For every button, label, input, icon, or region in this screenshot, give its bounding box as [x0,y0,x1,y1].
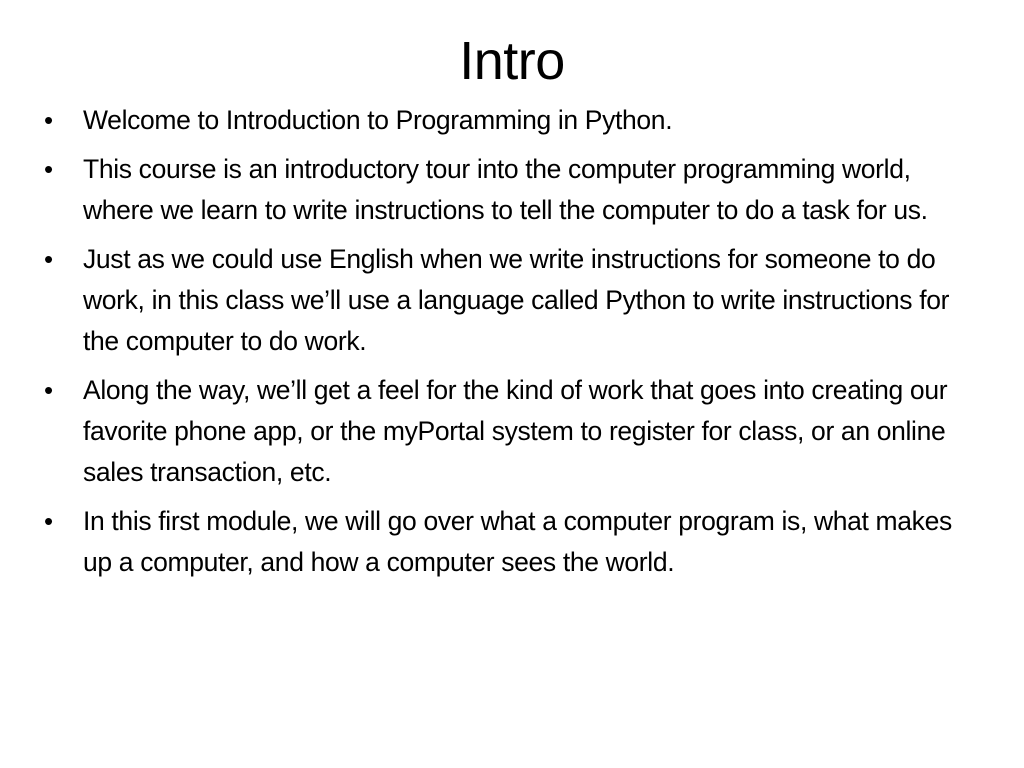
bullet-icon: • [44,375,53,405]
bullet-item-2 [44,149,974,231]
bullet-icon: • [44,506,53,536]
slide-title: Intro [459,31,565,91]
bullet-text: Welcome to Introduction to Programming in Python. [83,105,673,135]
bullet-item-4 [44,370,974,493]
bullet-icon: • [44,244,53,274]
bullet-icon: • [44,105,53,135]
bullet-text: Along the way, we’ll get a feel for the kind of work that goes into creating our favorite phone app, or the myPortal system to register for class, or an online sales transaction, etc. [83,375,948,487]
bullet-item-5 [44,501,974,583]
bullet-list [44,100,974,591]
bullet-item-1 [44,100,974,141]
bullet-text: This course is an introductory tour into the computer programming world, where we learn to write instructions to tell the computer to do a task for us. [83,154,928,225]
bullet-item-3 [44,239,974,362]
bullet-text: Just as we could use English when we write instructions for someone to do work, in this class we’ll use a language called Python to write instructions for the computer to do work. [83,244,950,356]
bullet-text: In this first module, we will go over what a computer program is, what makes up a computer, and how a computer sees the world. [83,506,952,577]
bullet-icon: • [44,154,53,184]
